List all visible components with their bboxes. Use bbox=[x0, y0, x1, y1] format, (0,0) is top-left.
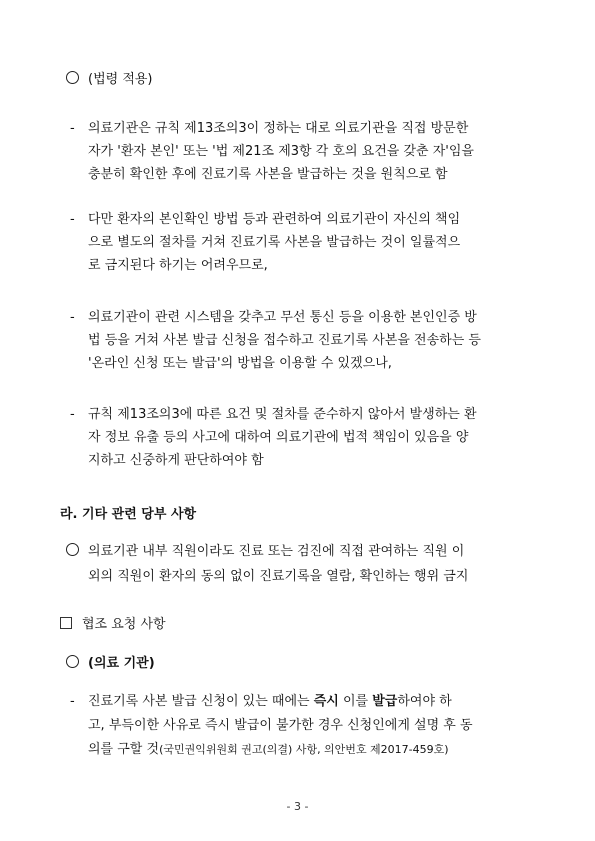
page-number: - 3 - bbox=[286, 800, 309, 813]
legal-item-3-line-1: 의료기관이 관련 시스템을 갖추고 무선 통신 등을 이용한 본인인증 방 bbox=[88, 310, 477, 325]
square-bullet-icon bbox=[60, 617, 72, 629]
section-ra-heading: 라. 기타 관련 당부 사항 bbox=[60, 507, 197, 522]
circle-bullet-icon bbox=[66, 655, 79, 668]
legal-item-1-line-2: 자가 '환자 본인' 또는 '법 제21조 제3항 각 호의 요건을 갖춘 자'임을 bbox=[88, 144, 474, 159]
legal-item-4-line-3: 지하고 신중하게 판단하여야 함 bbox=[88, 453, 264, 468]
request-item-line-1: 진료기록 사본 발급 신청이 있는 때에는 즉시 이를 발급하여야 하 bbox=[88, 694, 452, 709]
legal-item-3-line-2: 법 등을 거쳐 사본 발급 신청을 접수하고 진료기록 사본을 전송하는 등 bbox=[88, 333, 481, 348]
circle-bullet-icon bbox=[66, 543, 79, 556]
request-item-line-2: 고, 부득이한 사유로 즉시 발급이 불가한 경우 신청인에게 설명 후 동 bbox=[88, 718, 473, 733]
legal-item-3-line-3: '온라인 신청 또는 발급'의 방법을 이용할 수 있겠으나, bbox=[88, 356, 392, 371]
legal-item-4-line-1: 규칙 제13조의3에 따른 요건 및 절차를 준수하지 않아서 발생하는 환 bbox=[88, 407, 477, 422]
section-ra-item-line-2: 외의 직원이 환자의 동의 없이 진료기록을 열람, 확인하는 행위 금지 bbox=[88, 569, 469, 584]
legal-item-1-dash: - bbox=[70, 121, 75, 136]
emphasis-issue: 발급 bbox=[372, 694, 398, 709]
legal-item-1-line-1: 의료기관은 규칙 제13조의3이 정하는 대로 의료기관을 직접 방문한 bbox=[88, 121, 469, 136]
request-item-line-3: 의를 구할 것(국민권익위원회 권고(의결) 사항, 의안번호 제2017-459호) bbox=[88, 742, 449, 757]
legal-item-1-line-3: 충분히 확인한 후에 진료기록 사본을 발급하는 것을 원칙으로 함 bbox=[88, 167, 448, 182]
request-heading: 협조 요청 사항 bbox=[60, 616, 166, 634]
legal-item-3-dash: - bbox=[70, 310, 75, 325]
legal-item-4-dash: - bbox=[70, 407, 75, 422]
request-item-dash: - bbox=[70, 694, 75, 709]
emphasis-immediately: 즉시 bbox=[313, 694, 339, 709]
legal-item-2-line-1: 다만 환자의 본인확인 방법 등과 관련하여 의료기관이 자신의 책임 bbox=[88, 212, 461, 227]
legal-item-2-line-3: 로 금지된다 하기는 어려우므로, bbox=[88, 258, 268, 273]
legal-item-2-dash: - bbox=[70, 212, 75, 227]
legal-heading: (법령 적용) bbox=[66, 71, 153, 89]
circle-bullet-icon bbox=[66, 71, 79, 84]
legal-item-2-line-2: 으로 별도의 절차를 거쳐 진료기록 사본을 발급하는 것이 일률적으 bbox=[88, 235, 461, 250]
citation-note: (국민권익위원회 권고(의결) 사항, 의안번호 제2017-459호) bbox=[159, 743, 449, 756]
section-ra-item-line-1: 의료기관 내부 직원이라도 진료 또는 검진에 직접 관여하는 직원 이 bbox=[66, 543, 464, 561]
request-sub-heading: (의료 기관) bbox=[66, 655, 155, 673]
legal-item-4-line-2: 자 정보 유출 등의 사고에 대하여 의료기관에 법적 책임이 있음을 양 bbox=[88, 430, 469, 445]
